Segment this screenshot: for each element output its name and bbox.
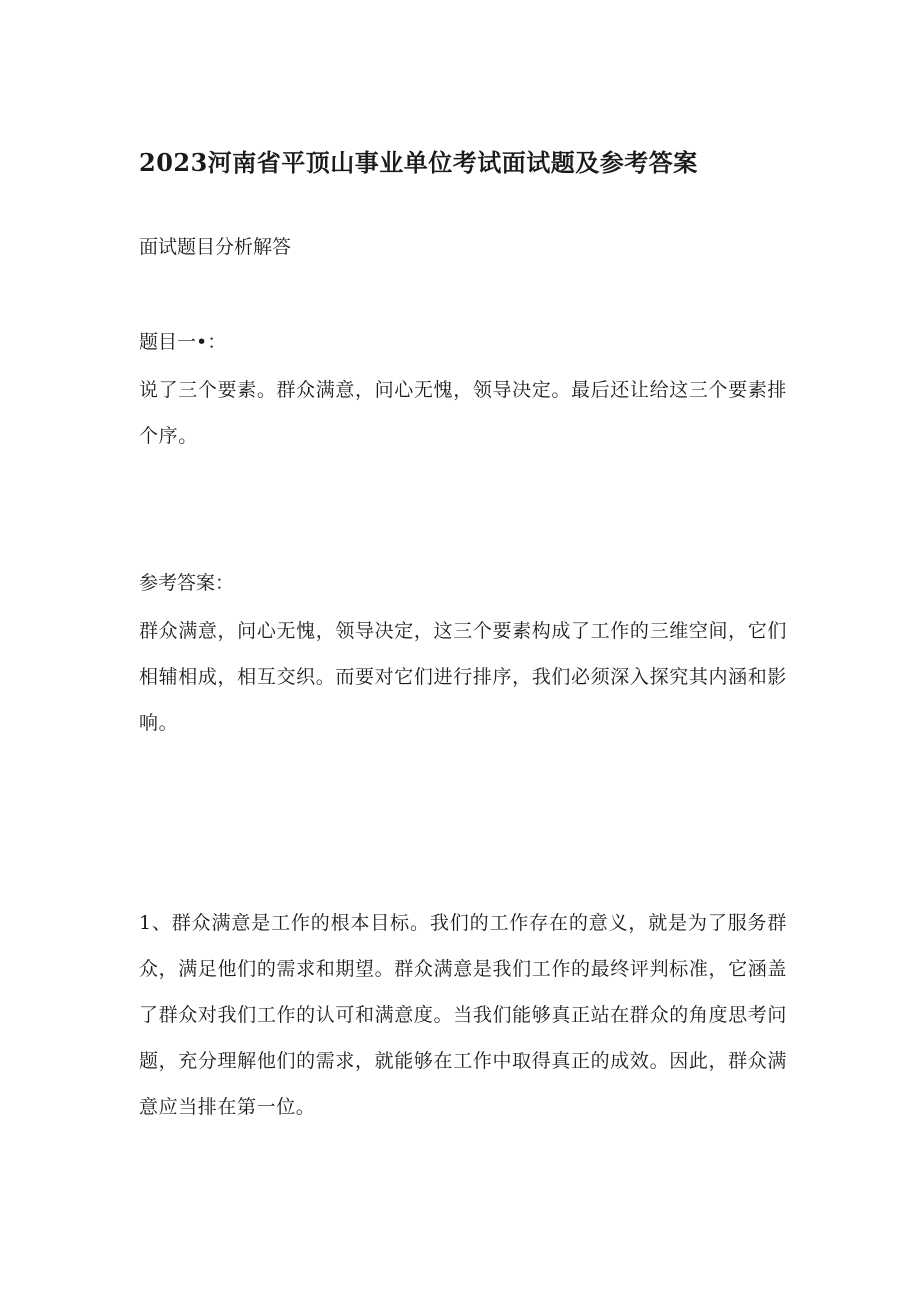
answer-point-1: 1、群众满意是工作的根本目标。我们的工作存在的意义，就是为了服务群众，满足他们的需求和期望。群众满意是我们工作的最终评判标准，它涵盖了群众对我们工作的认可和满意度。当我们能够真正站在群众的角度思考问题，充分理解他们的需求，就能够在工作中取得真正的成效。因此，群众满意应当排在第一位。 <box>139 912 787 1118</box>
document-title: 2023河南省平顶山事业单位考试面试题及参考答案 <box>139 148 698 177</box>
answer-label: 参考答案： <box>139 572 235 594</box>
question-text: 说了三个要素。群众满意，问心无愧，领导决定。最后还让给这三个要素排个序。 <box>139 379 787 447</box>
document-subtitle: 面试题目分析解答 <box>139 236 292 258</box>
question-label: 题目一•： <box>139 331 227 353</box>
answer-intro: 群众满意，问心无愧，领导决定，这三个要素构成了工作的三维空间，它们相辅相成，相互交织。而要对它们进行排序，我们必须深入探究其内涵和影响。 <box>139 620 787 734</box>
